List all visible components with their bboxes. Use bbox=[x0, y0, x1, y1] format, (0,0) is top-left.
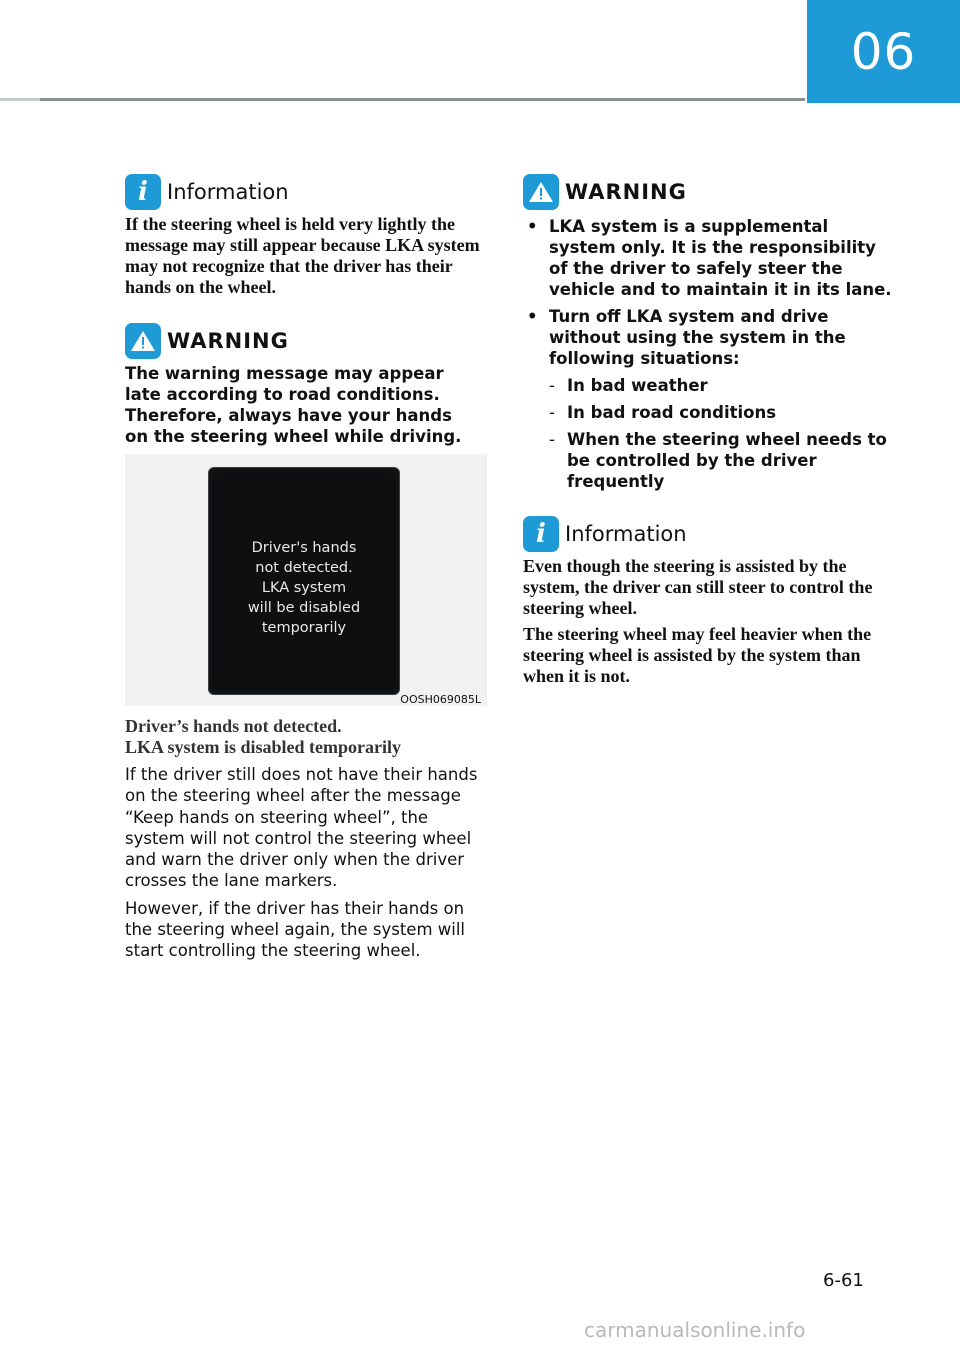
warning-triangle-icon bbox=[523, 174, 559, 210]
info-note-2 bbox=[523, 516, 888, 687]
warning-sub-list bbox=[549, 375, 893, 492]
chapter-tab: 06 bbox=[807, 0, 960, 103]
warning-note-2-heading-row bbox=[523, 174, 893, 210]
figure-code: OOSH069085L bbox=[400, 693, 481, 706]
body-text bbox=[125, 764, 483, 962]
cluster-display-screen bbox=[208, 467, 400, 695]
bullet-dot-icon: • bbox=[527, 217, 538, 236]
info-note-2-paragraph-2: The steering wheel may feel heavier when the steering wheel is assisted by the system than when it is not. bbox=[523, 624, 872, 686]
warning-bullet-text: Turn off LKA system and drive without using the system in the following situations: bbox=[549, 307, 846, 368]
info-note-1-heading-row bbox=[125, 174, 487, 210]
dash-icon: - bbox=[549, 376, 555, 395]
warning-note-2 bbox=[523, 174, 893, 498]
warning-bullet-list bbox=[523, 216, 893, 492]
page-number: 6-61 bbox=[823, 1270, 864, 1291]
header-rule bbox=[0, 98, 805, 101]
warning-note-1-heading: WARNING bbox=[167, 329, 289, 353]
warning-note-1-heading-row bbox=[125, 323, 470, 359]
body-paragraph-1: If the driver still does not have their hands on the steering wheel after the message “Keep hands on steering wheel”, the system will not control the steering wheel and warn the driver only when the driver crosses the lane markers. bbox=[125, 765, 478, 891]
caption-line-1: Driver’s hands not detected. bbox=[125, 716, 342, 736]
warning-triangle-icon bbox=[125, 323, 161, 359]
warning-bullet-text: LKA system is a supplemental system only. It is the responsibility of the driver to safely steer the vehicle and to maintain it in its lane. bbox=[549, 217, 892, 299]
dash-icon: - bbox=[549, 403, 555, 422]
warning-bullet-item bbox=[523, 216, 893, 300]
info-note-2-heading-row bbox=[523, 516, 888, 552]
body-paragraph-2: However, if the driver has their hands on the steering wheel again, the system will start controlling the steering wheel. bbox=[125, 898, 466, 961]
warning-note-1 bbox=[125, 323, 470, 447]
bullet-dot-icon: • bbox=[527, 307, 538, 326]
info-note-1-heading: Information bbox=[167, 180, 289, 204]
warning-sub-item bbox=[549, 402, 893, 423]
warning-sub-text: In bad weather bbox=[567, 376, 708, 395]
warning-sub-text: When the steering wheel needs to be controlled by the driver frequently bbox=[567, 430, 887, 491]
warning-note-1-text: The warning message may appear late according to road conditions. Therefore, always have your hands on the steering wheel while driving. bbox=[125, 364, 462, 446]
warning-sub-item bbox=[549, 429, 893, 492]
cluster-display-message: Driver's hands not detected. LKA system will be disabled temporarily bbox=[247, 540, 361, 636]
dash-icon: - bbox=[549, 430, 555, 449]
cluster-display-figure bbox=[125, 454, 487, 706]
info-note-2-heading: Information bbox=[565, 522, 687, 546]
information-icon: i bbox=[125, 174, 161, 210]
information-icon: i bbox=[523, 516, 559, 552]
caption-line-2: LKA system is disabled temporarily bbox=[125, 737, 402, 757]
warning-sub-text: In bad road conditions bbox=[567, 403, 777, 422]
warning-bullet-item bbox=[523, 306, 893, 492]
warning-sub-item bbox=[549, 375, 893, 396]
watermark: carmanualsonline.info bbox=[584, 1318, 806, 1342]
info-note-1-text: If the steering wheel is held very lightly the message may still appear because LKA system may not recognize that the driver has their hands on the wheel. bbox=[125, 214, 480, 297]
header-rule-accent bbox=[0, 98, 40, 101]
info-note-2-paragraph-1: Even though the steering is assisted by the system, the driver can still steer to control the steering wheel. bbox=[523, 556, 873, 618]
warning-note-2-heading: WARNING bbox=[565, 180, 687, 204]
figure-caption bbox=[125, 716, 487, 758]
info-note-1 bbox=[125, 174, 487, 298]
